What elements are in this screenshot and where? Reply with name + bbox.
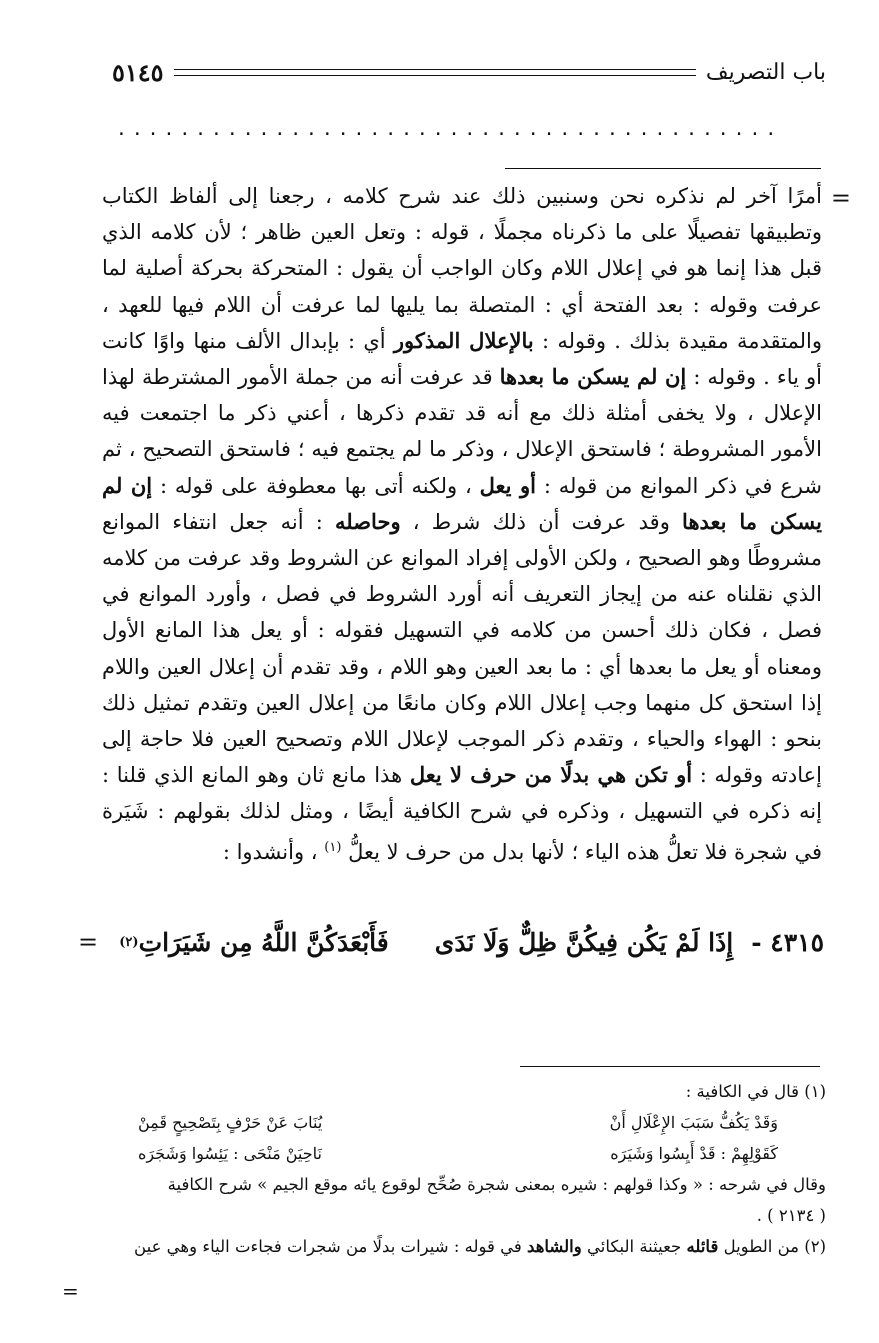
body-paragraph xyxy=(102,178,822,870)
text-run: جعيثنة البكائي xyxy=(581,1237,687,1256)
text-run: قد عرفت أنه من جملة الأمور المشترطة لهذا الإعلال ، ولا يخفى أمثلة ذلك مع أنه قد تقدم ذكرها ، أعني ذكر ما اجتمعت فيه الأمور المشروطة ؛ فاستحق الإعلال ، وذكر ما لم يجتمع فيه ؛ فاستحق التصحيح ، ثم شرع في ذكر الموانع من قوله : xyxy=(102,365,822,498)
verse-number: ٤٣١٥ - xyxy=(751,927,824,957)
verse-first-hemistich: وَقَدْ يَكُفُّ سَبَبَ الإِعْلَالِ أَنْ xyxy=(609,1113,778,1132)
footnote-1-intro: (١) قال في الكافية : xyxy=(685,1082,826,1101)
text-run: : أنه جعل انتفاء الموانع مشروطًا وهو الصحيح ، ولكن الأولى إفراد الموانع عن الشروط وقد عرفت من كلامه الذي نقلناه عنه من إيجاز التعريف أنه أورد الشروط في فصل ، وأورد الموانع في فصل ، فكان ذلك أحسن من كلامه في التسهيل فقوله : أو يعل هذا المانع الأول ومعناه أو يعل ما بعدها أي : ما بعد العين وهو اللام ، وقد تقدم أن إعلال العين واللام إذا استحق كل منهما وجب إعلال اللام وكان مانعًا من إعلال العين وتقدم تمثيل ذلك بنحو : الهواء والحياء ، وتقدم ذكر الموجب لإعلال اللام وتصحيح العين فلا حاجة إلى إعادته وقوله : xyxy=(102,509,822,788)
running-header xyxy=(112,52,826,92)
text-run: وقد عرفت أن ذلك شرط ، xyxy=(400,509,683,534)
footnote-1-comment: وقال في شرحه : « وكذا قولهم : شيره بمعنى شجرة صُحِّح لوقوع يائه موقع الجيم » شرح الكافية xyxy=(167,1175,826,1194)
bold-phrase: أو يعل xyxy=(479,472,536,498)
text-run: في قوله : شيرات بدلًا من شجرات فجاءت الياء وهي عين xyxy=(134,1237,528,1256)
verse-first-hemistich: إِذَا لَمْ يَكُن فِيكُنَّ ظِلٌّ وَلَا نَدَى xyxy=(434,927,734,957)
footnote-rule xyxy=(520,1066,820,1067)
bold-phrase: إن لم يسكن ما بعدها xyxy=(102,472,822,534)
footnotes xyxy=(88,1076,826,1262)
dotted-separator: .......................................... xyxy=(116,120,782,140)
footnote-verse-2 xyxy=(138,1138,778,1169)
bold-phrase: قائله xyxy=(686,1237,719,1256)
bold-phrase: بالإعلال المذكور xyxy=(393,327,534,353)
footnote-ref: (١) xyxy=(324,839,342,855)
continuation-mark: = xyxy=(830,184,851,212)
text-run: أمرًا آخر لم نذكره نحن وسنبين ذلك عند شرح كلامه ، رجعنا إلى ألفاظ الكتاب وتطبيقها تفصيلًا على ما ذكرناه مجملًا ، قوله : وتعل العين ظاهر ؛ لأن كلامه الذي قبل هذا إنما هو في إعلال اللام وكان الواجب أن يقول : المتحركة بحركة أصلية لما عرفت وقوله : بعد الفتحة أي : المتصلة بما يليها لما عرفت أن اللام فيها للعهد ، والمتقدمة مقيدة بذلك . وقوله : xyxy=(102,184,823,353)
text-run: ، ولكنه أتى بها معطوفة على قوله : xyxy=(152,473,480,498)
text-run: (٢) من الطويل xyxy=(718,1237,826,1256)
text-run: ، وأنشدوا : xyxy=(222,839,325,864)
main-text xyxy=(102,178,822,870)
section-rule xyxy=(505,168,821,169)
continuation-mark: = xyxy=(78,928,99,956)
bold-phrase: وحاصله xyxy=(335,508,401,534)
text-run: أي : بإبدال الألف منها واوًا كانت أو ياء . وقوله : xyxy=(102,328,823,390)
verse-second-hemistich: نَاحِيَنْ مَنْحَى : يَئِسُوا وَشَجَرَه xyxy=(138,1144,322,1163)
header-double-rule xyxy=(174,69,696,76)
poem-verse xyxy=(78,920,824,964)
chapter-title: باب التصريف xyxy=(705,59,826,85)
footnote-1-page: ( ٢١٣٤ ) . xyxy=(756,1206,826,1225)
continuation-mark: = xyxy=(62,1279,79,1303)
page-number: ٥١٤٥ xyxy=(112,57,164,87)
bold-phrase: والشاهد xyxy=(527,1237,582,1256)
verse-second-hemistich: يُنَابَ عَنْ حَرْفٍ بِتَصْحِيحٍ قَمِنْ xyxy=(138,1113,323,1132)
footnote-2 xyxy=(88,1231,826,1262)
text-run: هذا مانع ثان وهو المانع الذي قلنا : إنه ذكره في التسهيل ، وذكره في شرح الكافية أيضًا ، ومثل لذلك بقولهم : شَيَرة في شجرة فلا تعلُّ هذه الياء ؛ لأنها بدل من حرف لا يعلُّ xyxy=(102,763,822,864)
footnote-ref: (٢) xyxy=(119,934,139,950)
verse-second-hemistich: فَأَبْعَدَكُنَّ اللَّهُ مِن شَيَرَاتِ xyxy=(138,927,389,957)
verse-first-hemistich: كَقَوْلِهِمْ : قَدْ أَيِسُوا وَشَيَرَه xyxy=(610,1144,778,1163)
bold-phrase: أو تكن هي بدلًا من حرف لا يعل xyxy=(409,762,693,788)
footnote-verse-1 xyxy=(138,1107,778,1138)
bold-phrase: إن لم يسكن ما بعدها xyxy=(499,364,687,390)
